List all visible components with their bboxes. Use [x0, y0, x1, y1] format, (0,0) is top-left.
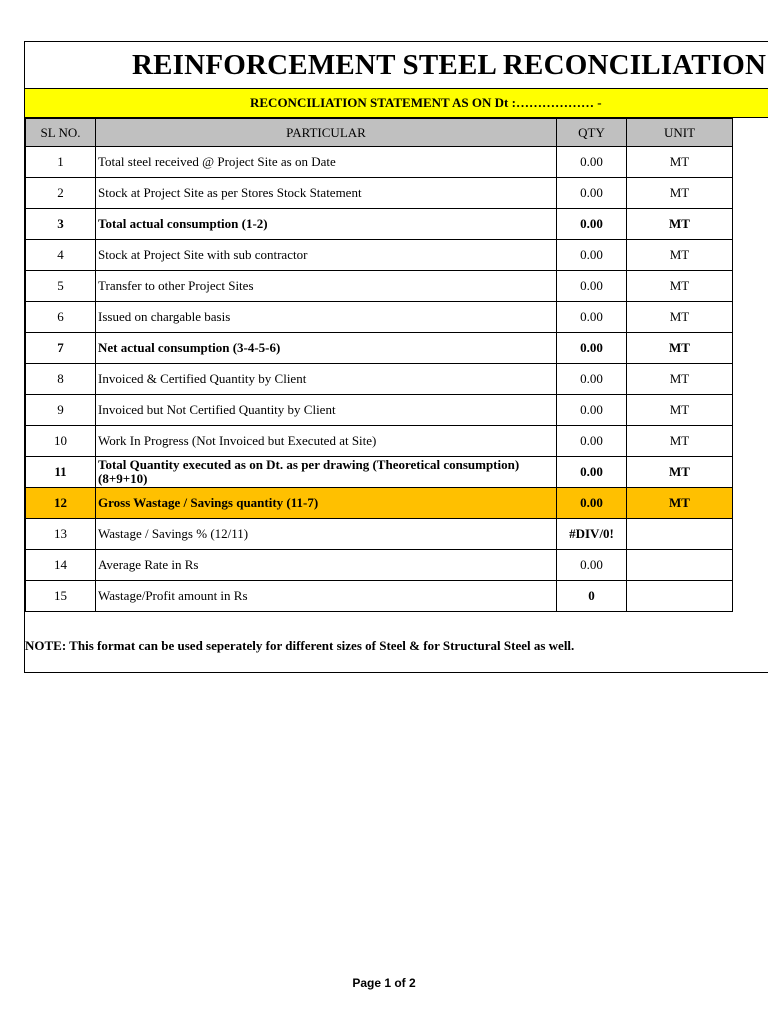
table-row-highlighted — [26, 488, 733, 519]
row-particular: Total steel received @ Project Site as on Date — [96, 147, 557, 178]
row-qty: 0.00 — [557, 333, 627, 364]
row-qty: 0.00 — [557, 550, 627, 581]
row-particular: Gross Wastage / Savings quantity (11-7) — [96, 488, 557, 519]
table-row — [26, 519, 733, 550]
row-number: 2 — [26, 178, 96, 209]
row-qty: 0.00 — [557, 426, 627, 457]
row-number: 10 — [26, 426, 96, 457]
table-row — [26, 209, 733, 240]
row-number: 15 — [26, 581, 96, 612]
row-particular: Invoiced but Not Certified Quantity by Client — [96, 395, 557, 426]
reconciliation-table — [25, 118, 733, 612]
table-row — [26, 426, 733, 457]
row-qty: 0 — [557, 581, 627, 612]
row-particular: Net actual consumption (3-4-5-6) — [96, 333, 557, 364]
header-qty: QTY — [557, 119, 627, 147]
subtitle-band — [25, 88, 768, 118]
row-unit: MT — [627, 147, 733, 178]
row-number: 3 — [26, 209, 96, 240]
header-sl-no: SL NO. — [26, 119, 96, 147]
row-unit: MT — [627, 426, 733, 457]
table-row — [26, 240, 733, 271]
row-number: 9 — [26, 395, 96, 426]
row-unit: MT — [627, 209, 733, 240]
row-unit: MT — [627, 302, 733, 333]
statement-date-subtitle: RECONCILIATION STATEMENT AS ON Dt :……………… - — [250, 95, 602, 110]
row-qty: #DIV/0! — [557, 519, 627, 550]
row-number: 14 — [26, 550, 96, 581]
row-number: 7 — [26, 333, 96, 364]
header-particular: PARTICULAR — [96, 119, 557, 147]
table-row — [26, 457, 733, 488]
row-particular: Transfer to other Project Sites — [96, 271, 557, 302]
row-particular: Stock at Project Site with sub contractor — [96, 240, 557, 271]
table-row — [26, 364, 733, 395]
table-row — [26, 302, 733, 333]
row-qty: 0.00 — [557, 457, 627, 488]
page-title: REINFORCEMENT STEEL RECONCILIATION — [132, 49, 767, 81]
row-qty: 0.00 — [557, 302, 627, 333]
table-row — [26, 581, 733, 612]
row-number: 12 — [26, 488, 96, 519]
row-unit — [627, 519, 733, 550]
row-unit: MT — [627, 364, 733, 395]
row-particular: Average Rate in Rs — [96, 550, 557, 581]
table-row — [26, 147, 733, 178]
row-particular: Total Quantity executed as on Dt. as per drawing (Theoretical consumption) (8+9+10) — [96, 457, 557, 488]
row-qty: 0.00 — [557, 364, 627, 395]
row-qty: 0.00 — [557, 395, 627, 426]
row-particular: Total actual consumption (1-2) — [96, 209, 557, 240]
row-particular: Invoiced & Certified Quantity by Client — [96, 364, 557, 395]
row-unit: MT — [627, 333, 733, 364]
row-number: 13 — [26, 519, 96, 550]
row-unit: MT — [627, 488, 733, 519]
row-qty: 0.00 — [557, 178, 627, 209]
table-row — [26, 271, 733, 302]
table-row — [26, 395, 733, 426]
row-unit: MT — [627, 457, 733, 488]
row-particular: Stock at Project Site as per Stores Stock Statement — [96, 178, 557, 209]
row-number: 11 — [26, 457, 96, 488]
row-unit: MT — [627, 271, 733, 302]
header-unit: UNIT — [627, 119, 733, 147]
row-number: 8 — [26, 364, 96, 395]
row-qty: 0.00 — [557, 488, 627, 519]
table-header-row — [26, 119, 733, 147]
table-row — [26, 178, 733, 209]
row-number: 5 — [26, 271, 96, 302]
format-note: NOTE: This format can be used seperately for different sizes of Steel & for Structural Steel as well. — [25, 638, 575, 653]
table-row — [26, 333, 733, 364]
row-number: 1 — [26, 147, 96, 178]
row-qty: 0.00 — [557, 240, 627, 271]
row-particular: Work In Progress (Not Invoiced but Executed at Site) — [96, 426, 557, 457]
row-particular: Wastage/Profit amount in Rs — [96, 581, 557, 612]
row-qty: 0.00 — [557, 147, 627, 178]
row-qty: 0.00 — [557, 209, 627, 240]
page-number: Page 1 of 2 — [352, 976, 416, 990]
row-particular: Issued on chargable basis — [96, 302, 557, 333]
row-unit: MT — [627, 178, 733, 209]
table-row — [26, 550, 733, 581]
row-unit — [627, 550, 733, 581]
row-qty: 0.00 — [557, 271, 627, 302]
reconciliation-sheet — [24, 41, 768, 673]
row-unit: MT — [627, 395, 733, 426]
row-unit: MT — [627, 240, 733, 271]
row-particular: Wastage / Savings % (12/11) — [96, 519, 557, 550]
row-number: 6 — [26, 302, 96, 333]
row-number: 4 — [26, 240, 96, 271]
row-unit — [627, 581, 733, 612]
